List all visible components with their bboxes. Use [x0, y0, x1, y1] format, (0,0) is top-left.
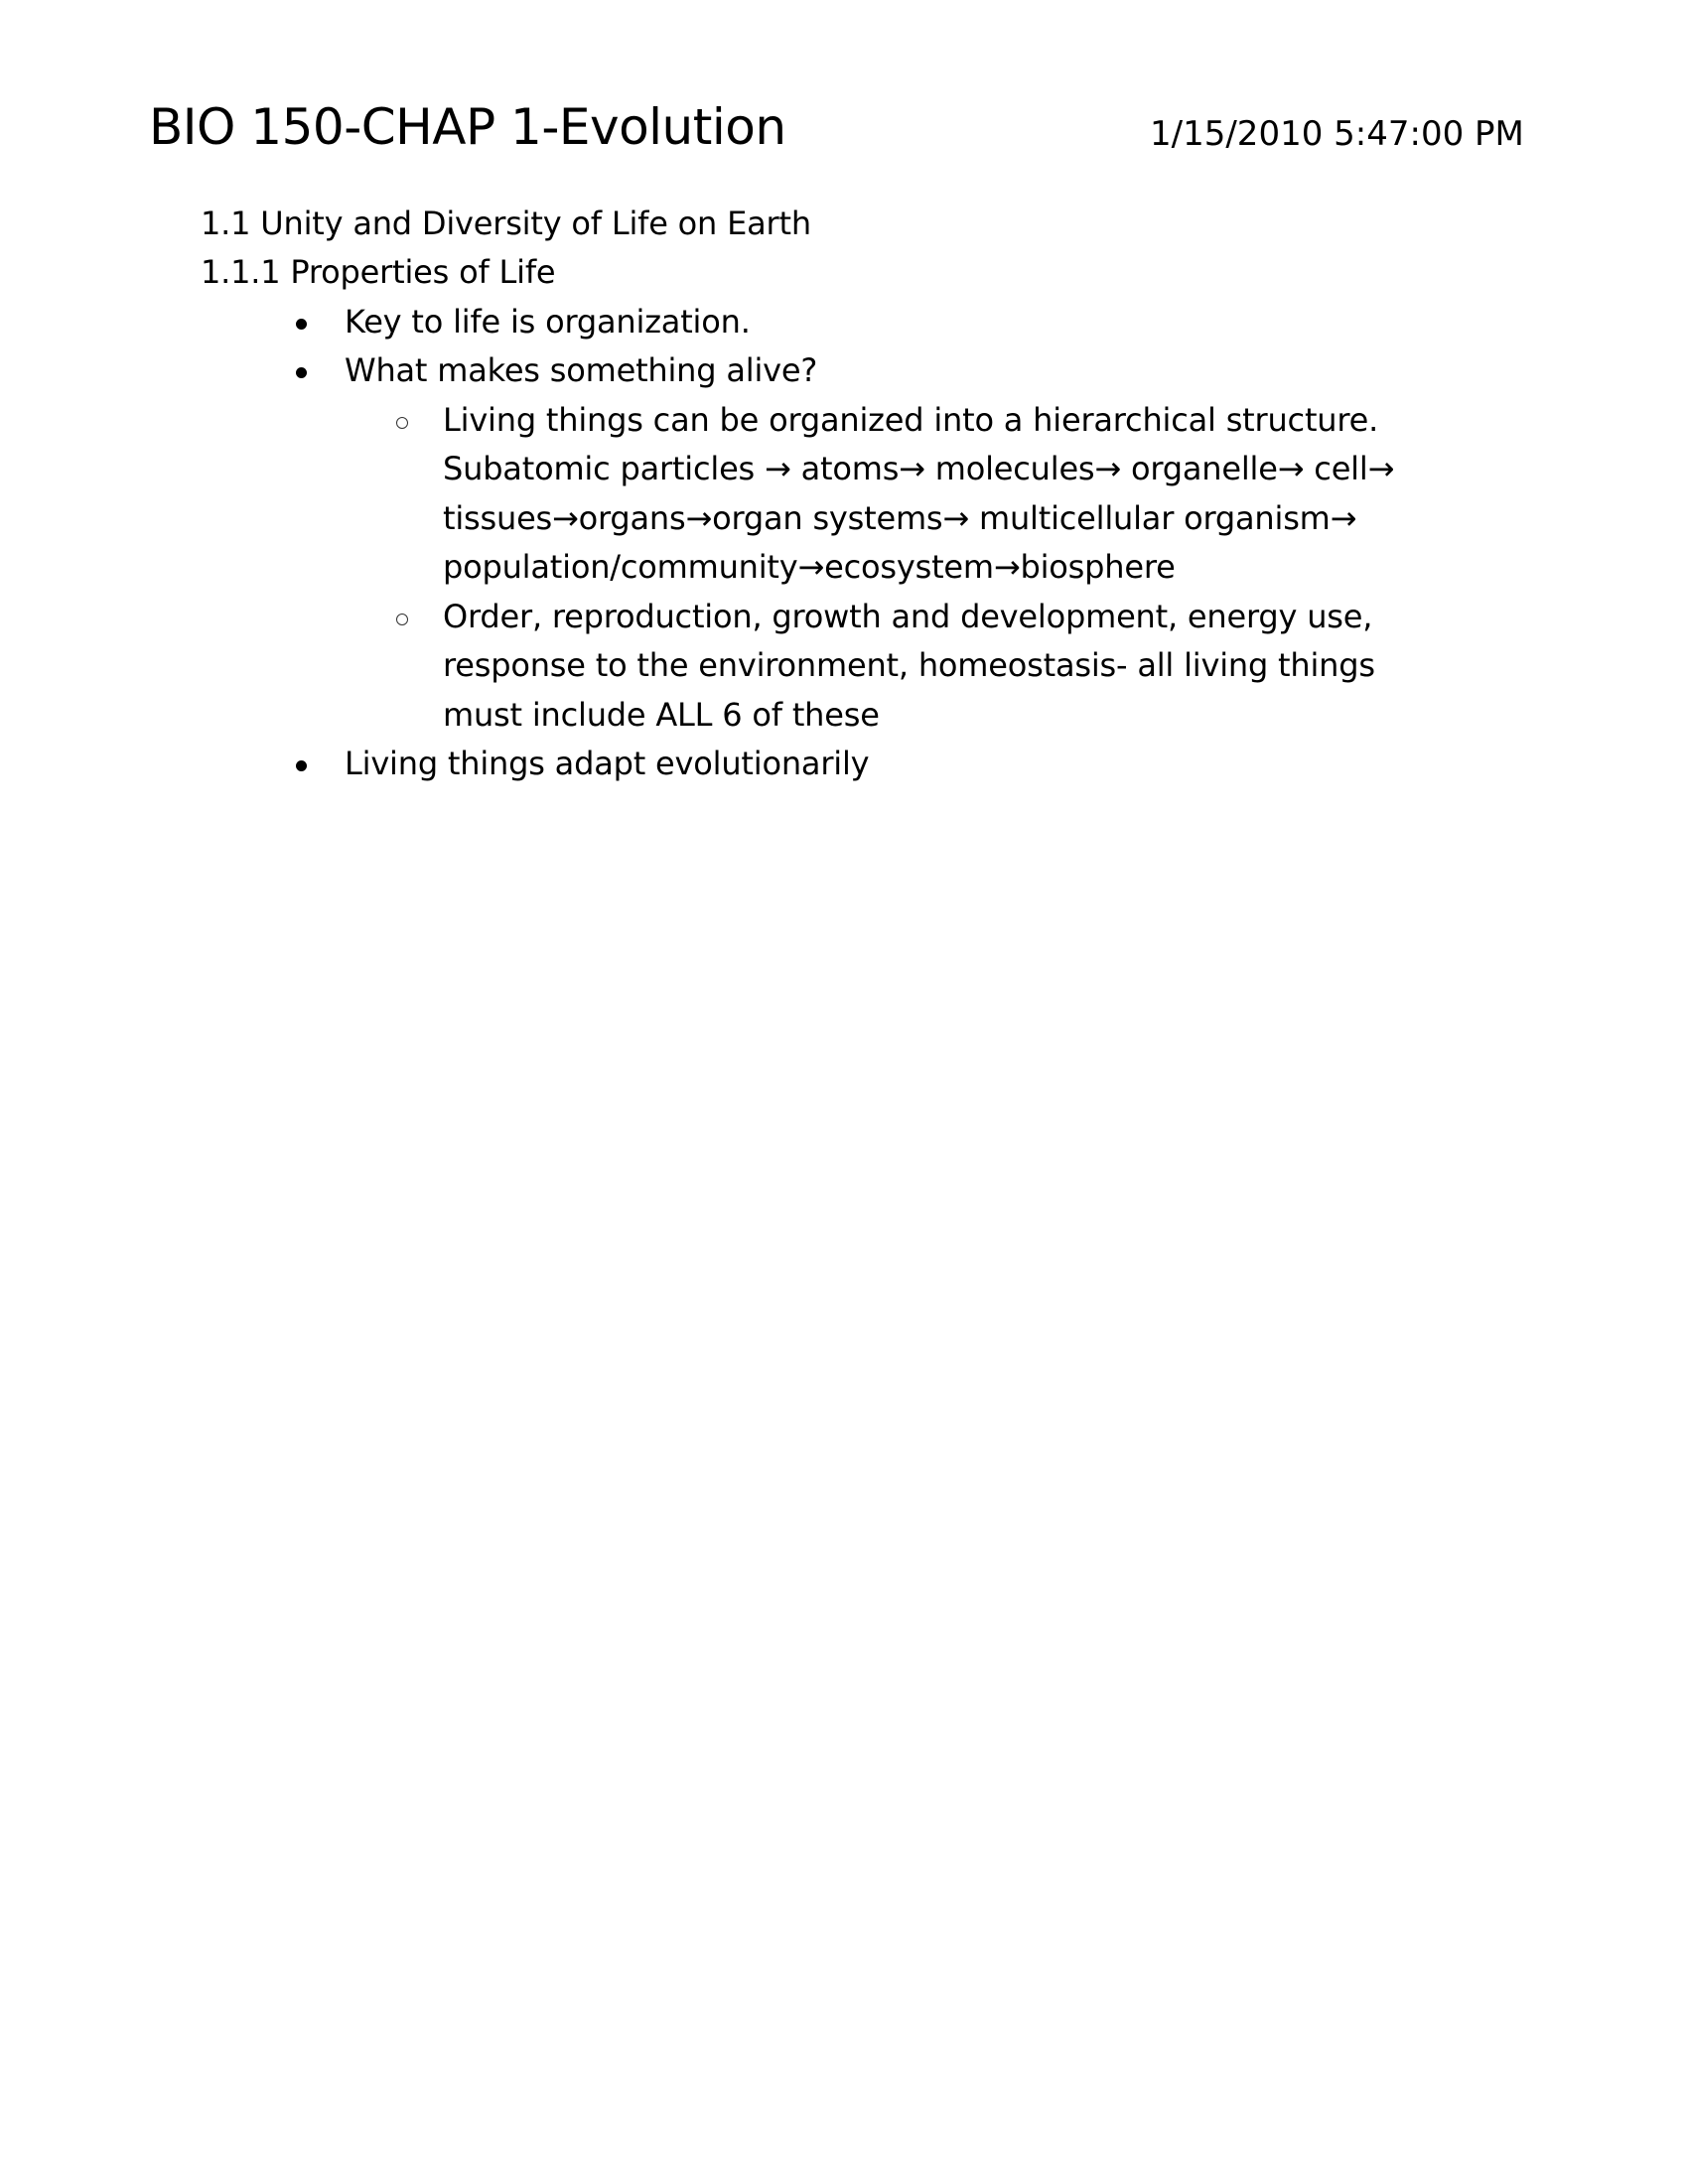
bullet-item-what-makes-alive: What makes something alive?	[345, 351, 818, 389]
sub-bullet-hierarchy-line-2: Subatomic particles → atoms→ molecules→ organelle→ cell→	[443, 450, 1395, 487]
bullet-item-key-to-life: Key to life is organization.	[345, 303, 751, 341]
bullet-circle-icon	[396, 417, 408, 429]
sub-bullet-properties-line-2: response to the environment, homeostasis- all living things	[443, 646, 1375, 684]
bullet-item-adapt: Living things adapt evolutionarily	[345, 745, 870, 782]
bullet-dot-icon	[296, 367, 307, 378]
document-title: BIO 150-CHAP 1-Evolution	[149, 98, 786, 156]
sub-bullet-hierarchy-line-1: Living things can be organized into a hierarchical structure.	[443, 401, 1379, 439]
document-date: 1/15/2010 5:47:00 PM	[1150, 114, 1524, 154]
bullet-dot-icon	[296, 760, 307, 771]
sub-bullet-properties-line-3: must include ALL 6 of these	[443, 696, 880, 734]
sub-bullet-properties-line-1: Order, reproduction, growth and development, energy use,	[443, 598, 1373, 635]
section-heading-1-1-1: 1.1.1 Properties of Life	[201, 253, 556, 291]
bullet-circle-icon	[396, 614, 408, 625]
sub-bullet-hierarchy-line-3: tissues→organs→organ systems→ multicellular organism→	[443, 499, 1357, 537]
section-heading-1-1: 1.1 Unity and Diversity of Life on Earth	[201, 205, 811, 242]
bullet-dot-icon	[296, 319, 307, 330]
sub-bullet-hierarchy-line-4: population/community→ecosystem→biosphere	[443, 548, 1176, 586]
